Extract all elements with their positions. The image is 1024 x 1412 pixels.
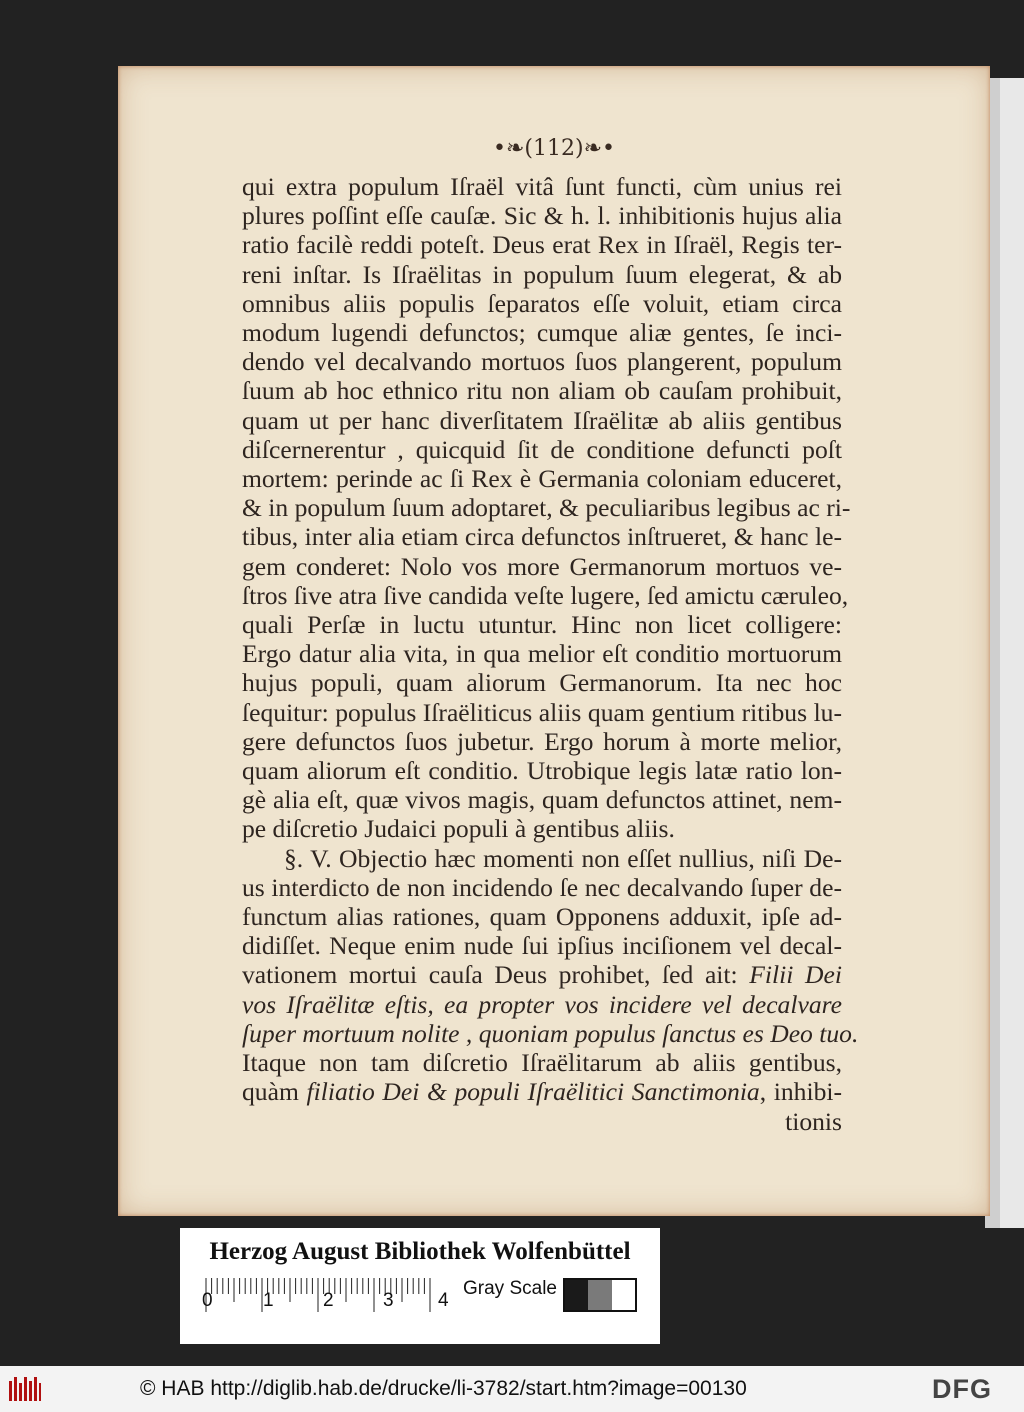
text-line: us interdicto de non incidendo ſe nec decalvando ſuper de- bbox=[242, 872, 842, 902]
text-line: functum alias rationes, quam Opponens adduxit, ipſe ad- bbox=[242, 902, 842, 932]
text-line: omnibus aliis populis ſeparatos eſſe voluit, etiam circa bbox=[242, 288, 842, 318]
text-line: pe diſcretio Judaici populi à gentibus aliis. bbox=[242, 814, 675, 844]
gray-scale-swatches bbox=[563, 1278, 637, 1312]
text-line: quam ut per hanc diverſitatem Iſraëlitæ ab aliis gentibus bbox=[242, 405, 842, 435]
text-line bbox=[242, 960, 842, 989]
text-line: vos Iſraëlitæ eſtis, ea propter vos incidere vel decalvare bbox=[242, 989, 842, 1019]
ruler-number: 2 bbox=[323, 1290, 334, 1311]
text-segment: quàm bbox=[242, 1077, 299, 1107]
text-line: mortem: perinde ac ſi Rex è Germania coloniam educeret, bbox=[242, 464, 842, 494]
gray-swatch-dark bbox=[565, 1280, 588, 1310]
text-line: ſtros ſive atra ſive candida veſte lugere, ſed amictu cæruleo, bbox=[242, 580, 849, 610]
gray-scale-label: Gray Scale bbox=[463, 1278, 557, 1299]
ruler-number: 3 bbox=[383, 1290, 394, 1311]
text-line: ſuper mortuum nolite , quoniam populus ſanctus es Deo tuo. bbox=[242, 1018, 859, 1048]
italic-segment: Filii Dei bbox=[749, 960, 842, 990]
text-line: Itaque non tam diſcretio Iſraëlitarum ab aliis gentibus, bbox=[242, 1048, 842, 1078]
text-line: hujus populi, quam aliorum Germanorum. Ita nec hoc bbox=[242, 668, 842, 698]
ruler-number: 1 bbox=[263, 1290, 274, 1311]
text-line: gem conderet: Nolo vos more Germanorum mortuos ve- bbox=[242, 551, 842, 581]
ruler bbox=[204, 1278, 434, 1314]
text-line: quam aliorum eſt conditio. Utrobique legis latæ ratio lon- bbox=[242, 756, 842, 786]
text-line bbox=[242, 1077, 842, 1106]
gray-swatch-mid bbox=[588, 1280, 611, 1310]
text-segment: , inhibi- bbox=[759, 1077, 842, 1107]
text-line: gè alia eſt, quæ vivos magis, quam defunctos attinet, nem- bbox=[242, 785, 842, 815]
page-number: •❧(112)❧• bbox=[493, 136, 615, 161]
next-page-edge-light bbox=[1000, 78, 1024, 1228]
library-label bbox=[180, 1228, 660, 1344]
dfg-logo: DFG bbox=[932, 1374, 992, 1404]
text-line: §. V. Objectio hæc momenti non eſſet nullius, niſi De- bbox=[284, 843, 842, 873]
text-line: & in populum ſuum adoptaret, & peculiaribus legibus ac ri- bbox=[242, 493, 851, 523]
text-line: ſequitur: populus Iſraëliticus aliis quam gentium ritibus lu- bbox=[242, 697, 842, 727]
ruler-number: 0 bbox=[202, 1290, 213, 1311]
hab-barcode-logo-icon bbox=[8, 1375, 42, 1403]
text-line: qui extra populum Iſraël vitâ ſunt functi, cùm unius rei bbox=[242, 172, 842, 201]
text-line: gere defunctos ſuos jubetur. Ergo horum à morte melior, bbox=[242, 726, 842, 756]
copyright-link[interactable]: © HAB http://diglib.hab.de/drucke/li-3782/start.htm?image=00130 bbox=[140, 1377, 747, 1400]
text-line: tibus, inter alia etiam circa defunctos inſtrueret, & hanc le- bbox=[242, 522, 842, 552]
ruler-number: 4 bbox=[438, 1290, 449, 1311]
footer-bar bbox=[0, 1366, 1024, 1412]
italic-segment: filiatio Dei & populi Iſraëlitici Sanctimonia bbox=[306, 1077, 760, 1107]
text-line: ſuum ab hoc ethnico ritu non aliam ob cauſam prohibuit, bbox=[242, 376, 842, 406]
text-line: ratio facilè reddi poteſt. Deus erat Rex in Iſraël, Regis ter- bbox=[242, 230, 842, 260]
text-line: reni inſtar. Is Iſraëlitas in populum ſuum elegerat, & ab bbox=[242, 259, 842, 289]
book-page bbox=[118, 66, 990, 1216]
text-line: modum lugendi defunctos; cumque aliæ gentes, ſe inci- bbox=[242, 318, 842, 348]
text-line: Ergo datur alia vita, in qua melior eſt conditio mortuorum bbox=[242, 639, 842, 669]
text-line: diſcernerentur , quicquid ſit de conditione defuncti poſt bbox=[242, 434, 842, 464]
text-segment: vationem mortui cauſa Deus prohibet, ſed ait: bbox=[242, 960, 738, 990]
library-name: Herzog August Bibliothek Wolfenbüttel bbox=[209, 1238, 631, 1265]
text-line: didiſſet. Neque enim nude ſui ipſius inciſionem vel decal- bbox=[242, 931, 842, 961]
text-line: dendo vel decalvando mortuos ſuos plangerent, populum bbox=[242, 347, 842, 377]
ruler-ticks bbox=[206, 1278, 430, 1312]
catchword: tionis bbox=[785, 1106, 842, 1136]
gray-swatch-light bbox=[612, 1280, 635, 1310]
page-text bbox=[242, 172, 859, 1136]
text-line: quali Perſæ in luctu utuntur. Hinc non licet colligere: bbox=[242, 610, 842, 640]
text-line: plures poſſint eſſe cauſæ. Sic & h. l. inhibitionis hujus alia bbox=[242, 201, 842, 231]
